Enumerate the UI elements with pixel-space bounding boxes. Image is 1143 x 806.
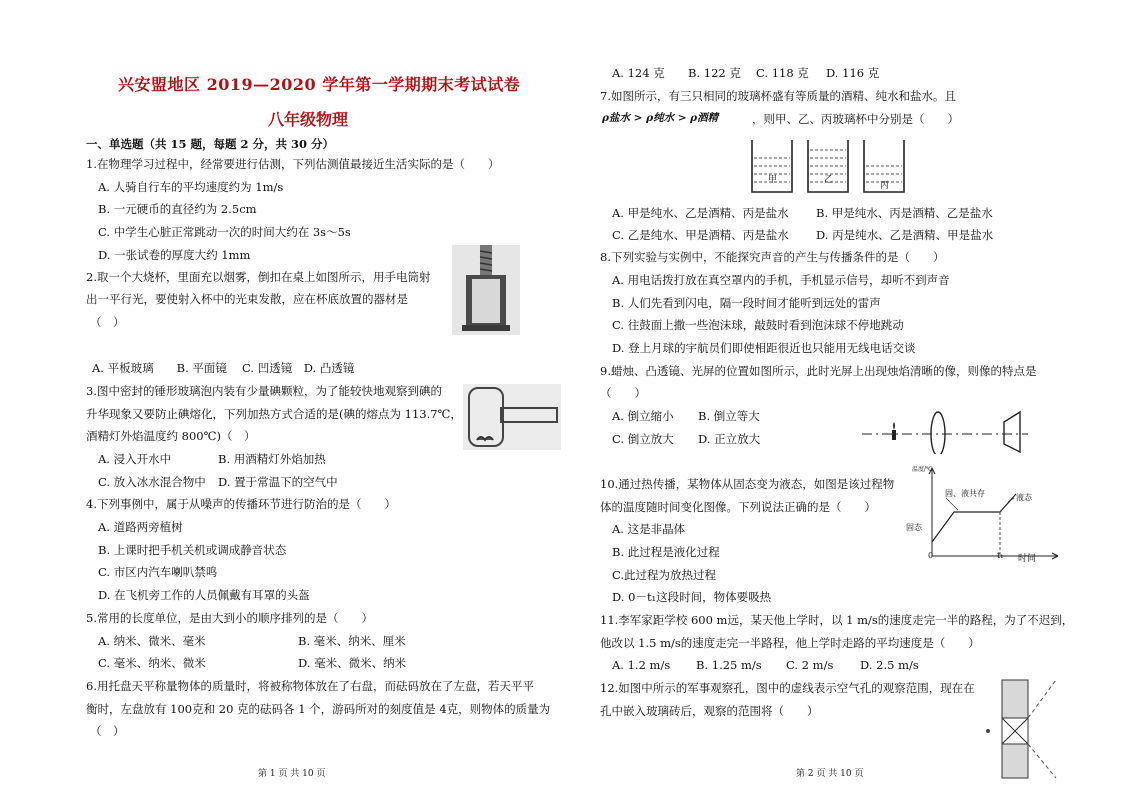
- q10-option-a: A. 这是非晶体: [612, 522, 686, 536]
- question-3-line1: 3.图中密封的锤形玻璃泡内装有少量碘颗粒，为了能较快地观察到碘的: [86, 384, 442, 398]
- q9-option-a: A. 倒立缩小: [612, 409, 674, 423]
- graph-origin: 0: [928, 551, 934, 560]
- q10-option-b: B. 此过程是液化过程: [612, 545, 720, 559]
- question-6-line2: 衡时，左盘放有 100克和 20 克的砝码各 1 个，游码所对的刻度值是 4克，则物体的质量为: [86, 702, 551, 716]
- q6-option-b: B. 122 克: [688, 66, 741, 80]
- question-2-line1: 2.取一个大烧杯，里面充以烟雾，倒扣在桌上如图所示，用手电筒射: [86, 270, 431, 284]
- optical-bench-figure: [862, 408, 1028, 454]
- beaker-figure: [452, 245, 520, 335]
- q4-option-c: C. 市区内汽车喇叭禁鸣: [98, 565, 218, 579]
- q5-option-c: C. 毫米、纳米、微米: [98, 656, 206, 670]
- q8-option-c: C. 往鼓面上撒一些泡沫球，敲鼓时看到泡沫球不停地跳动: [612, 318, 904, 332]
- q1-option-b: B. 一元硬币的直径约为 2.5cm: [98, 202, 257, 216]
- q3-option-a: A. 浸入开水中: [98, 452, 172, 466]
- graph-label-solid: 固态: [906, 523, 922, 532]
- q11-option-b: B. 1.25 m/s: [696, 658, 762, 672]
- q8-option-b: B. 人们先看到闪电，隔一段时间才能听到远处的雷声: [612, 296, 881, 310]
- q3-option-c: C. 放入冰水混合物中: [98, 475, 206, 489]
- graph-ylabel: 温度/℃: [912, 466, 933, 473]
- q11-option-a: A. 1.2 m/s: [612, 658, 671, 672]
- question-10-line2: 体的温度随时间变化图像。下列说法正确的是（ ）: [600, 500, 876, 514]
- question-2-line2: 出一平行光，要使射入杯中的光束发散，应在杯底放置的器材是: [86, 292, 408, 306]
- q5-option-b: B. 毫米、纳米、厘米: [298, 634, 406, 648]
- q7-option-c: C. 乙是纯水、甲是酒精、丙是盐水: [612, 228, 789, 242]
- q4-option-d: D. 在飞机旁工作的人员佩戴有耳罩的头盔: [98, 588, 310, 602]
- q9-option-c: C. 倒立放大: [612, 432, 674, 446]
- density-relation: ρ盐水 > ρ纯水 > ρ酒精: [602, 112, 719, 124]
- cup-label-1: 甲: [768, 175, 778, 185]
- q10-option-c: C.此过程为放热过程: [612, 568, 717, 582]
- question-2-line3: （ ）: [90, 315, 125, 329]
- question-9: 9.蜡烛、凸透镜、光屏的位置如图所示，此时光屏上出现烛焰清晰的像，则像的特点是: [600, 364, 1037, 378]
- q8-option-d: D. 登上月球的宇航员们即使相距很近也只能用无线电话交谈: [612, 341, 916, 355]
- question-11-line1: 11.李军家距学校 600 m远，某天他上学时，以 1 m/s的速度走完一半的路程，为了不迟到，: [600, 613, 1074, 627]
- question-8: 8.下列实验与实例中，不能探究声音的产生与传播条件的是（ ）: [600, 250, 945, 264]
- q10-option-d: D. 0－t₁这段时间，物体要吸热: [612, 590, 772, 604]
- q7-option-d: D. 丙是纯水、乙是酒精、甲是盐水: [816, 228, 994, 242]
- section-heading: 一、单选题（共 15 题，每题 2 分，共 30 分）: [86, 137, 335, 151]
- q1-option-c: C. 中学生心脏正常跳动一次的时间大约在 3s～5s: [98, 225, 351, 239]
- q11-option-c: C. 2 m/s: [786, 658, 834, 672]
- cup-label-3: 丙: [880, 181, 890, 191]
- cup-label-2: 乙: [824, 175, 834, 185]
- q9-option-b: B. 倒立等大: [698, 409, 760, 423]
- q4-option-a: A. 道路两旁植树: [98, 520, 183, 534]
- iodine-bulb-figure: [463, 384, 561, 450]
- question-10-line1: 10.通过热传播，某物体从固态变为液态，如图是该过程物: [600, 477, 895, 491]
- q7-option-b: B. 甲是纯水、丙是酒精、乙是盐水: [816, 206, 993, 220]
- q2-options: A. 平板玻璃 B. 平面镜 C. 凹透镜 D. 凸透镜: [92, 361, 355, 375]
- q5-option-a: A. 纳米、微米、毫米: [98, 634, 206, 648]
- graph-label-mixed: 固、液共存: [945, 489, 985, 498]
- question-4: 4.下列事例中，属于从噪声的传播环节进行防治的是（ ）: [86, 497, 396, 511]
- q6-option-d: D. 116 克: [826, 66, 880, 80]
- graph-label-liquid: 液态: [1016, 493, 1032, 502]
- exam-title: 兴安盟地区 2019—2020 学年第一学期期末考试试卷: [118, 75, 521, 94]
- question-3-line3: 酒精灯外焰温度约 800℃)（ ）: [86, 429, 256, 443]
- q5-option-d: D. 毫米、微米、纳米: [298, 656, 407, 670]
- q1-option-d: D. 一张试卷的厚度大约 1mm: [98, 248, 251, 262]
- question-7-line2: ，则甲、乙、丙玻璃杯中分别是（ ）: [752, 112, 959, 126]
- q4-option-b: B. 上课时把手机关机或调成静音状态: [98, 543, 287, 557]
- q8-option-a: A. 用电话拨打放在真空罩内的手机，手机显示信号，却听不到声音: [612, 273, 950, 287]
- question-3-line2: 升华现象又要防止碘熔化，下列加热方式合适的是(碘的熔点为 113.7℃，: [86, 407, 462, 421]
- question-9-line2: （ ）: [600, 386, 646, 400]
- question-1: 1.在物理学习过程中，经常要进行估测，下列估测值最接近生活实际的是（ ）: [86, 157, 500, 171]
- question-6-line3: （ ）: [90, 724, 125, 738]
- page-footer-right: 第 2 页 共 10 页: [796, 769, 864, 779]
- q6-option-c: C. 118 克: [756, 66, 809, 80]
- q3-option-d: D. 置于常温下的空气中: [218, 475, 338, 489]
- observation-hole-figure: [970, 676, 1060, 780]
- q9-option-d: D. 正立放大: [698, 432, 761, 446]
- q11-option-d: D. 2.5 m/s: [860, 658, 919, 672]
- question-7-line1: 7.如图所示，有三只相同的玻璃杯盛有等质量的酒精、纯水和盐水。且: [600, 89, 956, 103]
- question-12-line1: 12.如图中所示的军事观察孔，图中的虚线表示空气孔的观察范围，现在在: [600, 681, 975, 695]
- graph-t1: t₁: [997, 551, 1004, 560]
- question-12-line2: 孔中嵌入玻璃砖后，观察的范围将（ ）: [600, 704, 819, 718]
- q3-option-b: B. 用酒精灯外焰加热: [218, 452, 326, 466]
- question-11-line2: 他改以 1.5 m/s的速度走完一半路程，他上学时走路的平均速度是（ ）: [600, 636, 980, 650]
- graph-xlabel: 时间: [1018, 554, 1037, 564]
- q1-option-a: A. 人骑自行车的平均速度约为 1m/s: [98, 180, 284, 194]
- exam-subtitle: 八年级物理: [268, 110, 349, 129]
- q6-option-a: A. 124 克: [612, 66, 665, 80]
- question-5: 5.常用的长度单位，是由大到小的顺序排列的是（ ）: [86, 611, 373, 625]
- page-footer-left: 第 1 页 共 10 页: [258, 769, 326, 779]
- question-6-line1: 6.用托盘天平称量物体的质量时，将被称物体放在了右盘，而砝码放在了左盘，若天平平: [86, 679, 534, 693]
- q7-option-a: A. 甲是纯水、乙是酒精、丙是盐水: [612, 206, 789, 220]
